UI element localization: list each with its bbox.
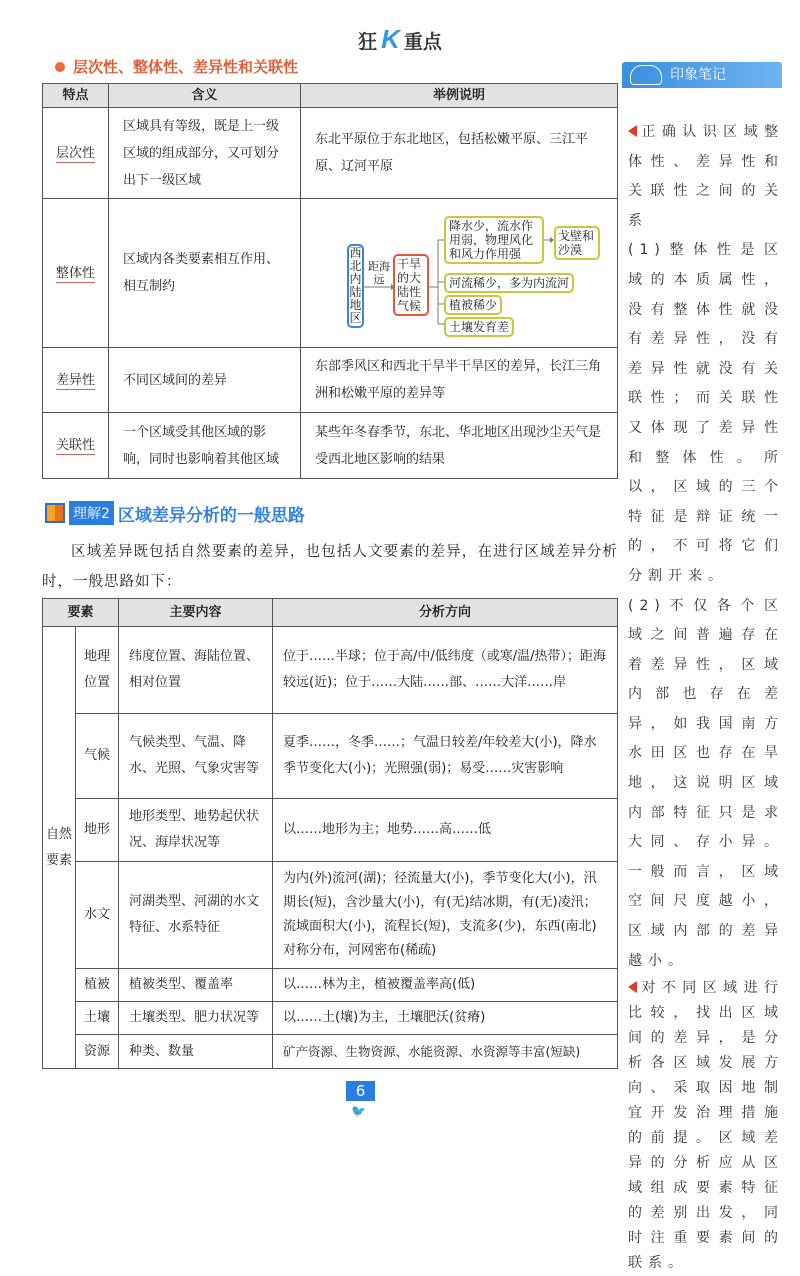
analysis-table: [42, 598, 618, 1069]
header-cell: 主要内容: [119, 599, 273, 627]
table-row: [43, 799, 618, 862]
effect-box: 植被稀少: [444, 295, 502, 315]
bullet-icon: [55, 62, 65, 72]
feature-cell: 关联性: [55, 438, 95, 453]
group-cell: 自然要素: [43, 627, 76, 1069]
table-row: [43, 714, 618, 799]
content-cell: 气候类型、气温、降水、光照、气象灾害等: [119, 714, 273, 799]
direction-cell: 位于……半球；位于高/中/低纬度（或寒/温/热带）；距海较远(近)；位于……大陆……部、……大洋……岸: [273, 627, 618, 714]
book-icon: [45, 503, 65, 523]
direction-cell: 夏季……，冬季……；气温日较差/年较差大(小)，降水季节变化大(小)；光照强(弱)；易受……灾害影响: [273, 714, 618, 799]
content-cell: 植被类型、覆盖率: [119, 969, 273, 1002]
table-row: [43, 1035, 618, 1069]
direction-cell: 以……林为主，植被覆盖率高(低): [273, 969, 618, 1002]
characteristics-table: [42, 83, 618, 479]
result-box: 戈壁和沙漠: [554, 226, 600, 260]
table-row: [43, 862, 618, 969]
direction-cell: 为内(外)流河(湖)；径流量大(小)，季节变化大(小)，汛期长(短)，含沙量大(小)，有(无)结冰期，有(无)凌汛；流域面积大(小)，流程长(短)，支流多(少)，东西(南北)对称分布，河网密布(稀疏): [273, 862, 618, 969]
example-cell: 东部季风区和西北干旱半干旱区的差异，长江三角洲和松嫩平原的差异等: [301, 348, 618, 413]
effect-box: 河流稀少，多为内流河: [444, 273, 574, 293]
sidebar-banner: [622, 62, 782, 88]
table-header-row: [43, 599, 618, 627]
main-column: [42, 83, 618, 1069]
diagram-cell: [301, 199, 618, 348]
element-cell: 气候: [76, 714, 119, 799]
example-cell: 某些年冬春季节，东北、华北地区出现沙尘天气是受西北地区影响的结果: [301, 413, 618, 479]
direction-cell: 以……土(壤)为主，土壤肥沃(贫瘠): [273, 1002, 618, 1035]
integrity-diagram: [301, 200, 616, 347]
section-tag: 理解2: [69, 501, 114, 525]
content-cell: 地形类型、地势起伏状况、海岸状况等: [119, 799, 273, 862]
meaning-cell: 区域内各类要素相互作用、相互制约: [109, 199, 301, 348]
feature-cell: 整体性: [55, 265, 95, 281]
side-notes: [628, 118, 786, 1276]
bird-icon: 🐦: [351, 1104, 366, 1118]
table-row: [43, 969, 618, 1002]
feature-cell: 层次性: [55, 145, 95, 161]
header-logo-k: K: [381, 24, 400, 54]
intro-paragraph: 区域差异既包括自然要素的差异，也包括人文要素的差异，在进行区域差异分析时，一般思路如下：: [42, 544, 618, 590]
content-cell: 河湖类型、河湖的水文特征、水系特征: [119, 862, 273, 969]
feature-cell: 差异性: [55, 372, 95, 388]
triangle-marker-icon: [628, 125, 637, 137]
page-header: [0, 24, 800, 55]
element-cell: 土壤: [76, 1002, 119, 1035]
side-note: [628, 118, 784, 976]
triangle-marker-icon: [628, 981, 637, 993]
element-cell: 地理位置: [76, 627, 119, 714]
element-cell: 地形: [76, 799, 119, 862]
header-prefix: 狂: [358, 31, 378, 53]
header-suffix: 重点: [403, 31, 442, 53]
table-row: [43, 627, 618, 714]
direction-cell: 矿产资源、生物资源、水能资源、水资源等丰富(短缺): [273, 1035, 618, 1069]
header-cell: 分析方向: [273, 599, 618, 627]
page-number: 6: [346, 1081, 375, 1101]
meaning-cell: 不同区域间的差异: [109, 348, 301, 413]
element-cell: 植被: [76, 969, 119, 1002]
element-cell: 水文: [76, 862, 119, 969]
content-cell: 土壤类型、肥力状况等: [119, 1002, 273, 1035]
element-cell: 资源: [76, 1035, 119, 1069]
climate-box: 干旱的大陆性气候: [393, 254, 429, 316]
content-cell: 种类、数量: [119, 1035, 273, 1069]
side-note: [628, 976, 784, 1276]
table-row: [43, 1002, 618, 1035]
header-cell: 要素: [43, 599, 119, 627]
table-row: [43, 108, 618, 199]
section2-title: 区域差异分析的一般思路: [117, 505, 305, 526]
header-cell: 含义: [109, 84, 301, 108]
side-note-text: 正确认识区域整体性、差异性和关联性之间的关系 (1)整体性是区域的本质属性，没有整体性就没有差异性，没有差异性就没有关联性；而关联性又体现了差异性和整体性。所以，区域的三个特征是辩证统一的，不可将它们分割开来。 (2)不仅各个区域之间普遍存在着差异性，区域内部也存在差异，如我国南方水田区也存在旱地，这说明区域内部特征只是求大同、存小异。一般而言，区域空间尺度越小，区域内部的差异越小。: [628, 124, 784, 969]
sidebar-banner-label: 印象笔记: [670, 67, 726, 83]
table-row: [43, 413, 618, 479]
table-row: [43, 199, 618, 348]
header-cell: 举例说明: [301, 84, 618, 108]
table-header-row: [43, 84, 618, 108]
side-note-text: 对不同区域进行比较，找出区域间的差异，是分析各区域发展方向、采取因地制宜开发治理措施的前提。区域差异的分析应从区域组成要素特征的差别出发，同时注重要素间的联系。: [628, 980, 784, 1272]
table-row: [43, 348, 618, 413]
effect-box: 土壤发育差: [444, 317, 514, 337]
cause-label: 距海远: [368, 259, 390, 286]
direction-cell: 以……地形为主；地势……高……低: [273, 799, 618, 862]
elephant-icon: [630, 65, 662, 85]
section2-heading: [45, 501, 618, 525]
effect-box: 降水少，流水作用弱，物理风化和风力作用强: [444, 216, 544, 264]
content-cell: 纬度位置、海陆位置、相对位置: [119, 627, 273, 714]
meaning-cell: 区域具有等级，既是上一级区域的组成部分，又可划分出下一级区域: [109, 108, 301, 199]
section1-heading: [55, 56, 298, 77]
example-cell: 东北平原位于东北地区，包括松嫩平原、三江平原、辽河平原: [301, 108, 618, 199]
meaning-cell: 一个区域受其他区域的影响，同时也影响着其他区域: [109, 413, 301, 479]
header-cell: 特点: [43, 84, 109, 108]
region-box: 西北内陆地区: [347, 244, 364, 328]
section1-title: 层次性、整体性、差异性和关联性: [73, 58, 299, 76]
